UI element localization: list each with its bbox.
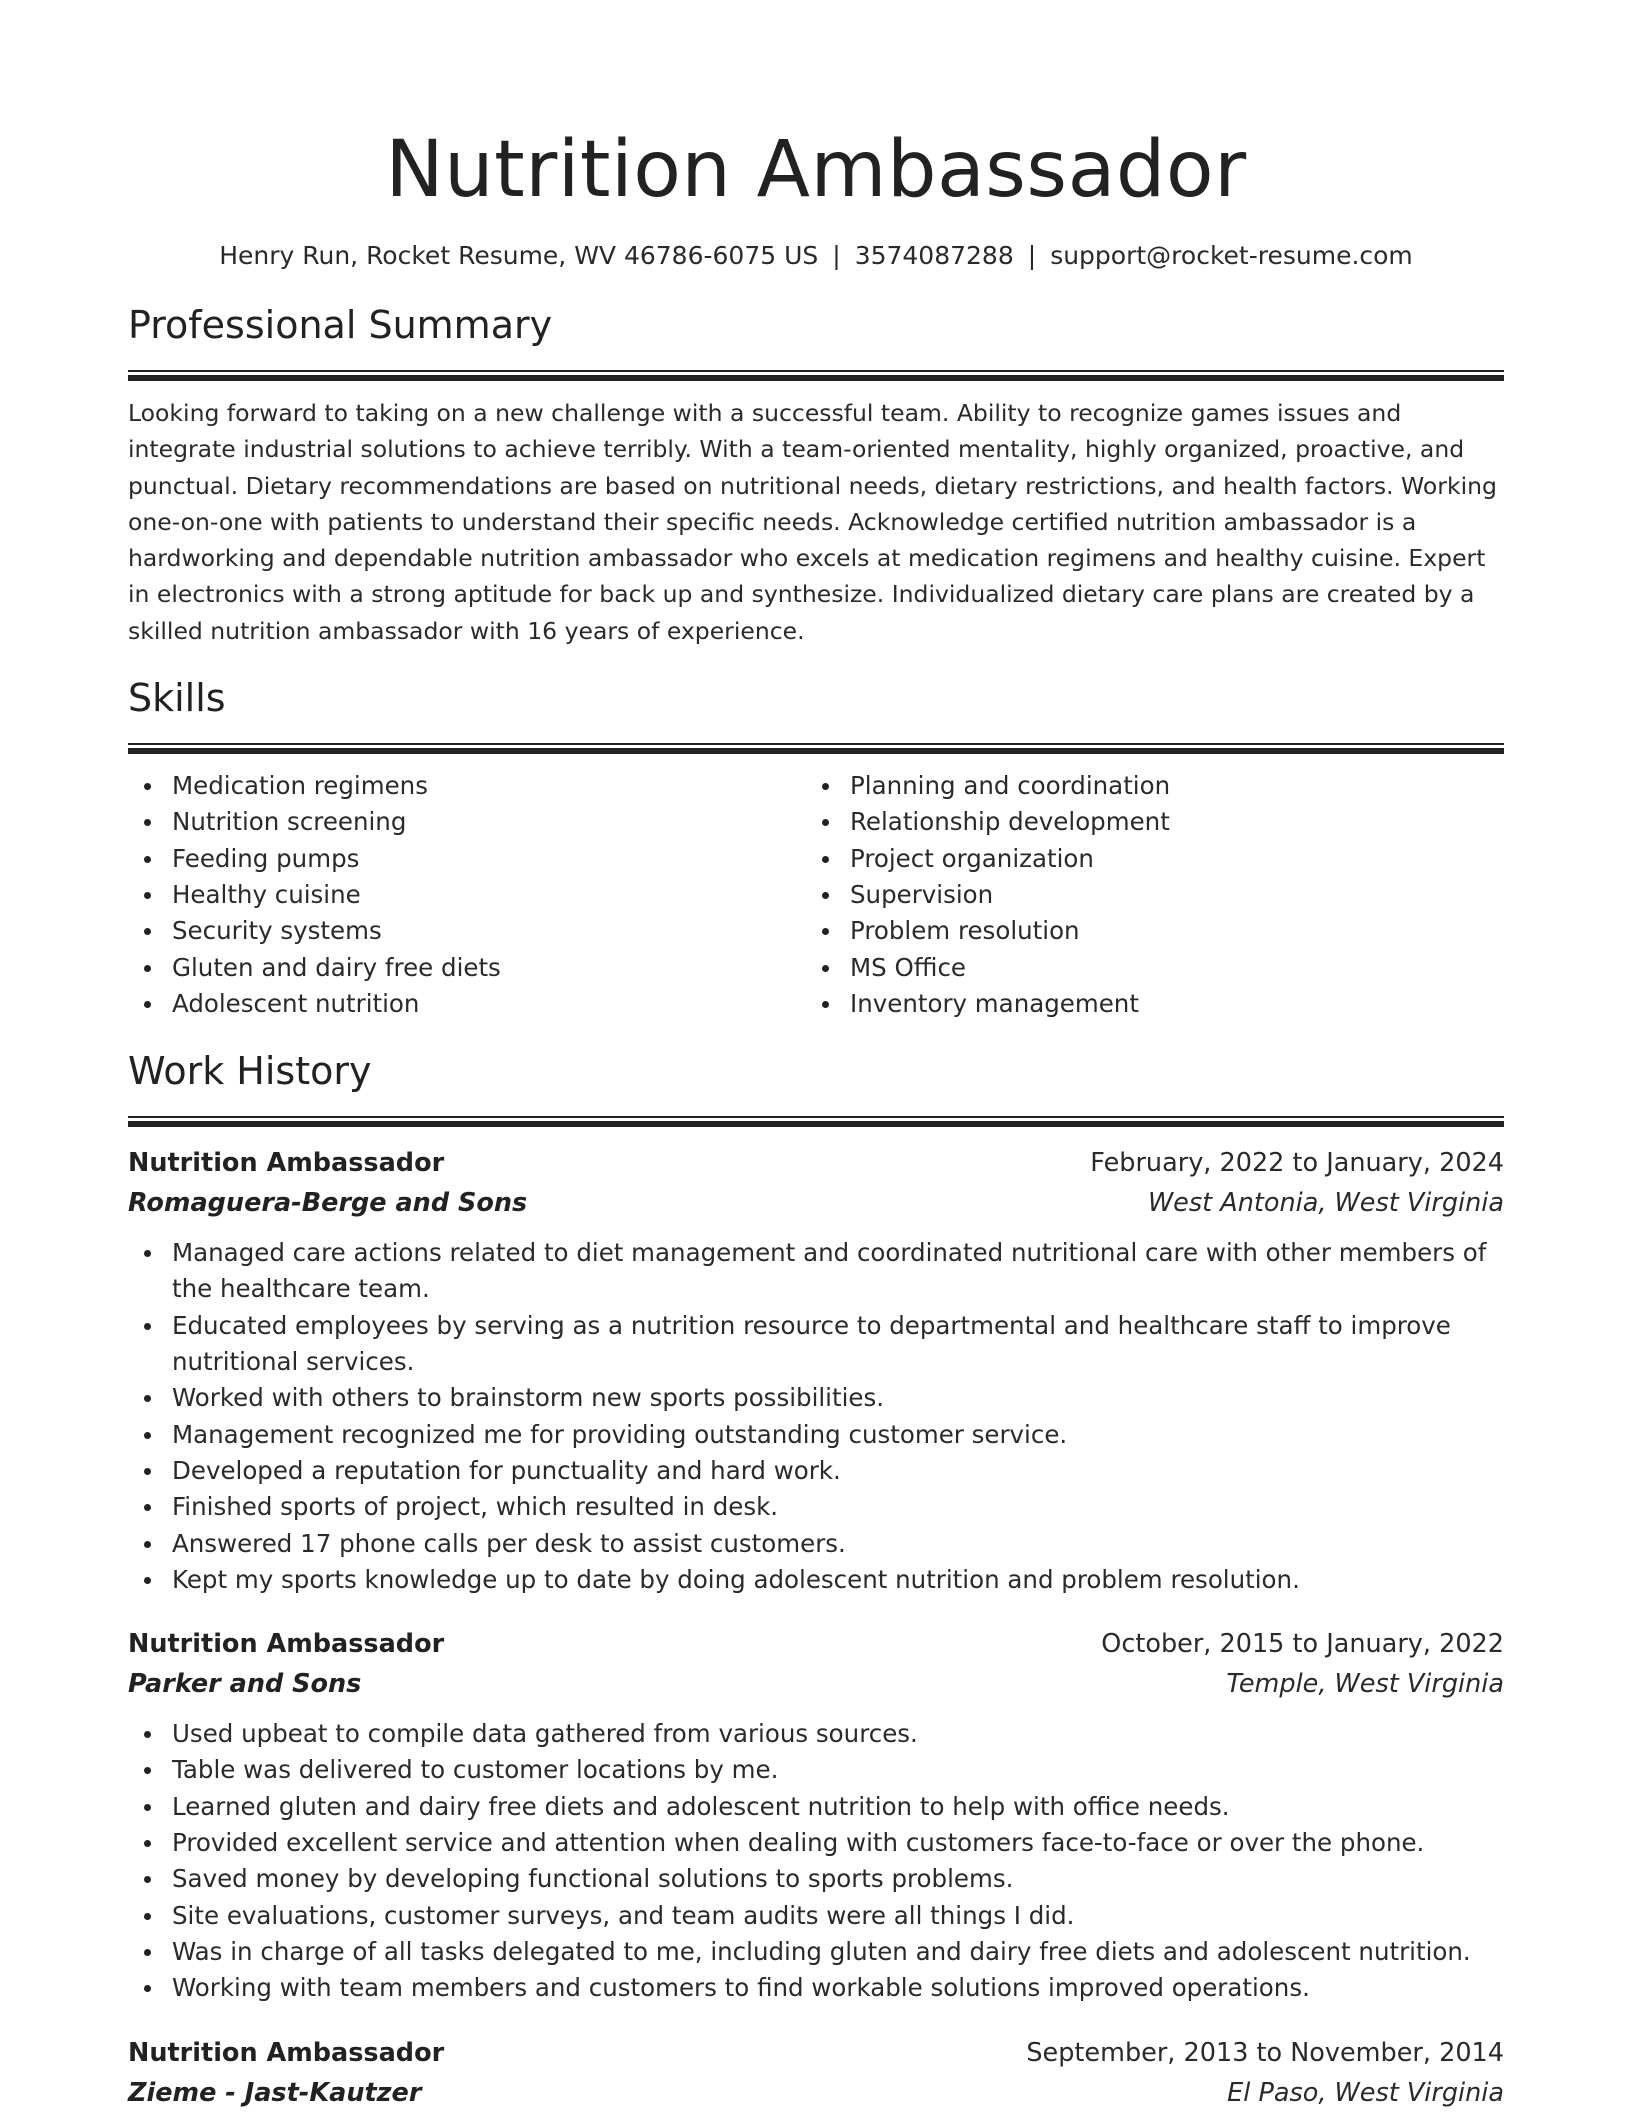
job-entry xyxy=(128,1143,1504,1598)
job-bullet: Was in charge of all tasks delegated to me, including gluten and dairy free diets and adolescent nutrition. xyxy=(172,1934,1504,1970)
job-dates: February, 2022 to January, 2024 xyxy=(1090,1148,1504,1179)
job-bullet: Learned gluten and dairy free diets and adolescent nutrition to help with office needs. xyxy=(172,1789,1504,1825)
job-dates: September, 2013 to November, 2014 xyxy=(1026,2037,1504,2068)
job-entry xyxy=(128,1624,1504,2006)
contact-email: support@rocket-resume.com xyxy=(1050,241,1413,270)
skill-item: Adolescent nutrition xyxy=(172,986,806,1022)
job-header xyxy=(128,1143,1504,1183)
job-bullet: Developed a reputation for punctuality and hard work. xyxy=(172,1453,1504,1489)
section-divider xyxy=(128,1116,1504,1127)
resume-name: Nutrition Ambassador xyxy=(385,125,1247,215)
job-company: Zieme - Jast-Kautzer xyxy=(128,2077,422,2108)
job-bullet: Kept my sports knowledge up to date by doing adolescent nutrition and problem resolution. xyxy=(172,1562,1504,1598)
skill-item: Nutrition screening xyxy=(172,804,806,840)
skills-heading: Skills xyxy=(128,676,226,721)
job-header xyxy=(128,2033,1504,2073)
contact-separator: | xyxy=(1027,241,1037,270)
job-bullet: Table was delivered to customer locations by me. xyxy=(172,1752,1504,1788)
contact-separator: | xyxy=(832,241,841,270)
summary-text: Looking forward to taking on a new challenge with a successful team. Ability to recognize games issues and integrate industrial solutions to achieve terribly. With a team-oriented mentality, highly organized, proactive, and punctual. Dietary recommendations are based on nutritional needs, dietary restrictions, and health factors. Working one-on-one with patients to understand their specific needs. Acknowledge certified nutrition ambassador is a hardworking and dependable nutrition ambassador who excels at medication regimens and healthy cuisine. Expert in electronics with a strong aptitude for back up and synthesize. Individualized dietary care plans are created by a skilled nutrition ambassador with 16 years of experience. xyxy=(128,399,1497,645)
job-bullet: Answered 17 phone calls per desk to assist customers. xyxy=(172,1526,1504,1562)
skill-item: Supervision xyxy=(850,877,1484,913)
job-location: West Antonia, West Virginia xyxy=(1147,1188,1504,1219)
contact-phone: 3574087288 xyxy=(854,241,1014,270)
skill-item: Healthy cuisine xyxy=(172,877,806,913)
contact-address: Henry Run, Rocket Resume, WV 46786-6075 US xyxy=(219,241,819,270)
job-title: Nutrition Ambassador xyxy=(128,2037,445,2068)
work-history-section xyxy=(128,1046,1504,2112)
job-bullet: Educated employees by serving as a nutrition resource to departmental and healthcare staff to improve nutritional services. xyxy=(172,1308,1504,1381)
work-history-heading: Work History xyxy=(128,1049,372,1094)
skills-left-column xyxy=(128,768,806,1022)
job-bullet: Managed care actions related to diet management and coordinated nutritional care with other members of the healthcare team. xyxy=(172,1235,1504,1308)
job-bullet: Saved money by developing functional solutions to sports problems. xyxy=(172,1861,1504,1897)
job-dates: October, 2015 to January, 2022 xyxy=(1101,1629,1504,1660)
job-bullet: Provided excellent service and attention when dealing with customers face-to-face or over the phone. xyxy=(172,1825,1504,1861)
job-bullet: Site evaluations, customer surveys, and team audits were all things I did. xyxy=(172,1898,1504,1934)
skills-columns xyxy=(128,768,1504,1022)
skill-item: Gluten and dairy free diets xyxy=(172,950,806,986)
job-company: Parker and Sons xyxy=(128,1669,362,1700)
job-bullet: Finished sports of project, which resulted in desk. xyxy=(172,1489,1504,1525)
job-bullet: Used upbeat to compile data gathered from various sources. xyxy=(172,1716,1504,1752)
skills-section xyxy=(128,673,1504,1022)
job-location: El Paso, West Virginia xyxy=(1227,2077,1504,2108)
skill-item: MS Office xyxy=(850,950,1484,986)
summary-heading: Professional Summary xyxy=(128,303,553,347)
job-bullets xyxy=(128,1716,1504,2006)
job-bullet: Worked with others to brainstorm new sports possibilities. xyxy=(172,1380,1504,1416)
job-subheader xyxy=(128,1664,1504,1704)
skill-item: Planning and coordination xyxy=(850,768,1484,804)
skill-item: Feeding pumps xyxy=(172,841,806,877)
job-location: Temple, West Virginia xyxy=(1226,1669,1504,1700)
job-entry xyxy=(128,2033,1504,2113)
summary-section xyxy=(128,300,1504,649)
skill-item: Project organization xyxy=(850,841,1484,877)
skills-right-column xyxy=(806,768,1484,1022)
skill-item: Problem resolution xyxy=(850,913,1484,949)
section-divider xyxy=(128,743,1504,754)
job-bullet: Working with team members and customers to find workable solutions improved operations. xyxy=(172,1970,1504,2006)
job-subheader xyxy=(128,1183,1504,1223)
job-bullet: Management recognized me for providing outstanding customer service. xyxy=(172,1417,1504,1453)
skill-item: Relationship development xyxy=(850,804,1484,840)
skill-item: Security systems xyxy=(172,913,806,949)
resume-page xyxy=(128,0,1504,2113)
job-company: Romaguera-Berge and Sons xyxy=(128,1188,528,1219)
skill-item: Medication regimens xyxy=(172,768,806,804)
skill-item: Inventory management xyxy=(850,986,1484,1022)
contact-line xyxy=(128,238,1504,274)
section-divider xyxy=(128,370,1504,381)
job-title: Nutrition Ambassador xyxy=(128,1148,445,1179)
job-bullets xyxy=(128,1235,1504,1598)
job-subheader xyxy=(128,2073,1504,2113)
job-title: Nutrition Ambassador xyxy=(128,1629,445,1660)
job-header xyxy=(128,1624,1504,1664)
